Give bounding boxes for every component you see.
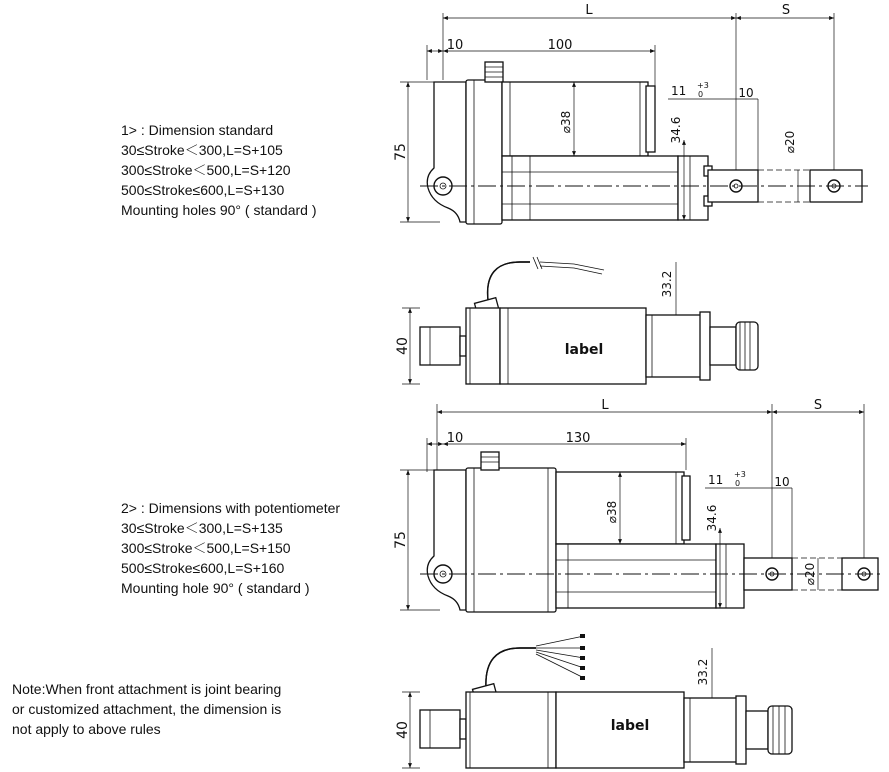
dim-33-2-b: 33.2 — [696, 658, 710, 686]
dim-S-2: S — [813, 398, 823, 413]
drawing-2-top-view — [393, 398, 884, 612]
dim-S: S — [781, 3, 791, 18]
dim-L: L — [585, 3, 593, 18]
dim-d20: ⌀20 — [783, 130, 797, 154]
dim-10-a: 10 — [446, 38, 464, 53]
drawing-1-top-view — [393, 3, 868, 224]
note-line-1: Note:When front attachment is joint bearing — [12, 681, 282, 697]
spec-pot-rule-3: 500≤Stroke≤600,L=S+160 — [121, 560, 285, 576]
dim-11-tol-lower: 0 — [698, 90, 704, 99]
dim-34-6-2: 34.6 — [705, 504, 719, 532]
dim-11-tol-upper: +3 — [697, 81, 709, 90]
dim-130: 130 — [565, 431, 591, 446]
dim-11-2: 11 — [708, 473, 724, 487]
drawing-2-side-view — [395, 634, 792, 768]
dim-11: 11 — [671, 84, 687, 98]
dim-11-tol-upper-2: +3 — [734, 470, 746, 479]
spec-pot-mounting: Mounting hole 90° ( standard ) — [121, 580, 310, 596]
spec-standard-rule-2: 300≤Stroke＜500,L=S+120 — [121, 162, 291, 178]
dim-40: 40 — [395, 337, 411, 355]
dim-11-tol-lower-2: 0 — [735, 479, 741, 488]
dim-100: 100 — [547, 38, 573, 53]
label-plate-1: label — [564, 342, 604, 358]
spec-standard-title: 1> : Dimension standard — [121, 122, 274, 138]
note-line-2: or customized attachment, the dimension is — [12, 701, 282, 717]
spec-pot-rule-1: 30≤Stroke＜300,L=S+135 — [121, 520, 283, 536]
dim-10-c: 10 — [446, 431, 464, 446]
spec-standard-rule-3: 500≤Stroke≤600,L=S+130 — [121, 182, 285, 198]
dim-L-2: L — [601, 398, 609, 413]
label-plate-2: label — [610, 718, 650, 734]
dim-d38: ⌀38 — [559, 110, 573, 134]
note-line-3: not apply to above rules — [12, 721, 161, 737]
dim-d38-2: ⌀38 — [605, 500, 619, 524]
spec-pot-rule-2: 300≤Stroke＜500,L=S+150 — [121, 540, 291, 556]
dim-34-6: 34.6 — [669, 116, 683, 144]
spec-pot-title: 2> : Dimensions with potentiometer — [121, 500, 341, 516]
dim-40-b: 40 — [395, 721, 411, 739]
dim-10-d: 10 — [774, 475, 790, 489]
dim-75-2: 75 — [393, 531, 409, 549]
drawing-1-side-view — [395, 257, 758, 384]
dim-d20-2: ⌀20 — [803, 562, 817, 586]
dim-75: 75 — [393, 143, 409, 161]
dim-33-2: 33.2 — [660, 270, 674, 298]
spec-standard-mounting: Mounting holes 90° ( standard ) — [121, 202, 317, 218]
dim-10-b: 10 — [738, 86, 754, 100]
spec-standard-rule-1: 30≤Stroke＜300,L=S+105 — [121, 142, 283, 158]
